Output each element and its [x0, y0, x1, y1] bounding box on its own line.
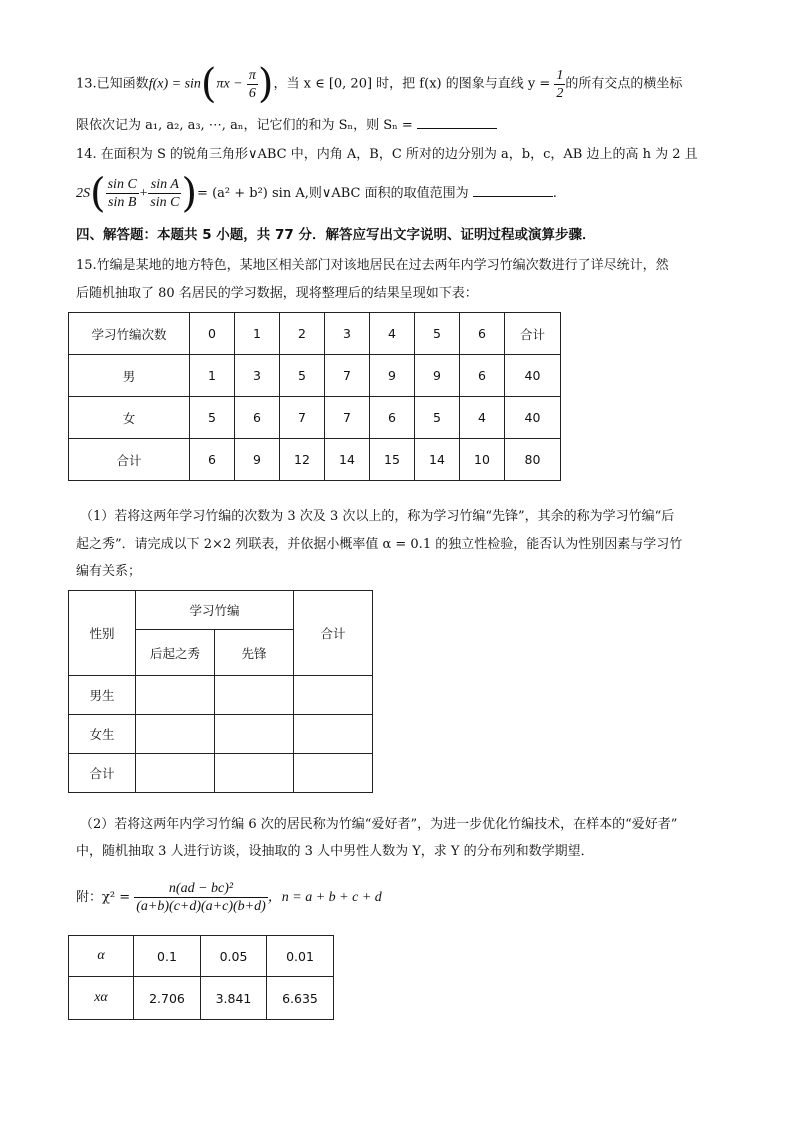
- q13-rparen: ): [257, 61, 274, 107]
- part2-line2: 中，随机抽取 3 人进行访谈，设抽取的 3 人中男性人数为 Y，求 Y 的分布列和数学期望．: [76, 844, 594, 859]
- q13-line1: [76, 61, 683, 107]
- answer-cell[interactable]: [215, 676, 294, 715]
- q13-cond: ，当 x ∈ [0, 20] 时，把 f(x) 的图象与直线 y =: [273, 76, 551, 92]
- table-row: 男 1 3 5 7 9 9 6 40: [69, 355, 561, 397]
- part1-line3: 编有关系；: [76, 564, 142, 579]
- q15-line2: 后随机抽取了 80 名居民的学习数据，现将整理后的结果呈现如下表：: [76, 286, 478, 301]
- q14-answer-blank[interactable]: [473, 182, 553, 197]
- q13-suffix: 的所有交点的横坐标: [565, 76, 683, 92]
- answer-cell[interactable]: [294, 754, 373, 793]
- q14-lead: 2S: [76, 186, 90, 201]
- answer-cell[interactable]: [294, 676, 373, 715]
- answer-cell[interactable]: [294, 715, 373, 754]
- frequency-table: [68, 312, 561, 481]
- part2-line1: （2）若将这两年内学习竹编 6 次的居民称为竹编“爱好者”，为进一步优化竹编技术，在样本的“爱好者”: [80, 817, 678, 832]
- answer-cell[interactable]: [136, 754, 215, 793]
- table-row: 男生: [69, 676, 373, 715]
- table-row: 女生: [69, 715, 373, 754]
- table-row: 女 5 6 7 7 6 5 4 40: [69, 397, 561, 439]
- appendix-tail: ，n = a + b + c + d: [267, 890, 382, 905]
- q14-tail: = (a² + b²) sin A,则∨ABC 面积的取值范围为: [197, 186, 469, 201]
- section-4-heading: 四、解答题：本题共 5 小题，共 77 分．解答应写出文字说明、证明过程或演算步骤．: [76, 227, 596, 243]
- table-row: xα 2.706 3.841 6.635: [69, 977, 334, 1020]
- q13-pi-over-6: $\frac{\pi}{6}$: [248, 67, 256, 101]
- q13-line2: 限依次记为 a₁, a₂, a₃, ⋯, aₙ，记它们的和为 Sₙ，则 Sₙ =: [76, 114, 497, 136]
- q13-prefix: 13.已知函数: [76, 76, 149, 92]
- table-row: 学习竹编次数 0 1 2 3 4 5 6 合计: [69, 313, 561, 355]
- q13-y-half: $\frac{1}{2}$: [556, 67, 564, 101]
- table-row: α 0.1 0.05 0.01: [69, 936, 334, 977]
- q13-arg: πx −: [216, 76, 243, 92]
- answer-cell[interactable]: [215, 754, 294, 793]
- contingency-table: [68, 590, 373, 793]
- answer-cell[interactable]: [136, 715, 215, 754]
- part1-line2: 起之秀”．请完成以下 2×2 列联表，并依据小概率值 α = 0.1 的独立性检验，能否认为性别因素与学习竹: [76, 537, 683, 552]
- answer-cell[interactable]: [136, 676, 215, 715]
- answer-cell[interactable]: [215, 715, 294, 754]
- part1-line1: （1）若将这两年学习竹编的次数为 3 次及 3 次以上的，称为学习竹编“先锋”，其余的称为学习竹编“后: [80, 509, 675, 524]
- critical-value-table: [68, 935, 334, 1020]
- q14-frac1: $\frac{\text{sin C}}{\text{sin B}}$: [107, 177, 137, 210]
- table-row: 合计: [69, 754, 373, 793]
- q15-line1: 15.竹编是某地的地方特色，某地区相关部门对该地居民在过去两年内学习竹编次数进行了详尽统计，然: [76, 258, 669, 273]
- q14-line2: 2S( $\frac{\text{sin C}}{\text{sin B}}$ + $\frac{\text{sin A}}{\text{sin C}}$ )= (a² + b²) sin A,则∨ABC 面积的取值范围为 .: [76, 170, 557, 217]
- q13-answer-blank[interactable]: [417, 114, 497, 129]
- table-row: 后起之秀 先锋: [69, 630, 373, 676]
- q13-func: f(x) = sin: [148, 76, 201, 92]
- q14-frac2: $\frac{\text{sin A}}{\text{sin C}}$: [150, 177, 180, 210]
- appendix-formula: [76, 876, 382, 920]
- q14-line1: 14. 在面积为 S 的锐角三角形∨ABC 中，内角 A，B，C 所对的边分别为 a，b，c，AB 边上的高 h 为 2 且: [76, 147, 698, 162]
- table-row: 性别 学习竹编 合计: [69, 591, 373, 630]
- table-row: 合计 6 9 12 14 15 14 10 80: [69, 439, 561, 481]
- appendix-label: 附：χ² =: [76, 890, 131, 905]
- q13-lparen: (: [200, 61, 217, 107]
- chi-square-fraction: $\frac{\text{n(ad − bc)²}}{(a+b)(c+d)(a+c)(b+d)}$: [136, 881, 266, 914]
